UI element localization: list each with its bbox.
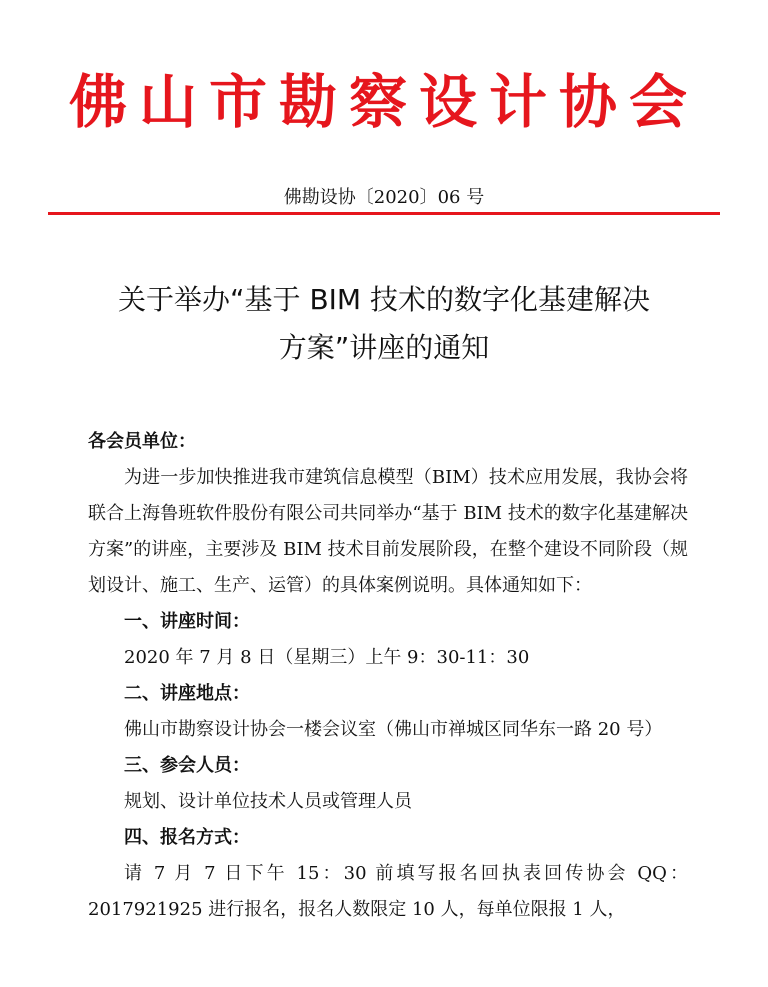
section-content-attendees: 规划、设计单位技术人员或管理人员 xyxy=(124,791,412,812)
notice-title-line-1: 关于举办“基于 BIM 技术的数字化基建解决 xyxy=(118,283,650,316)
letterhead-divider xyxy=(48,212,720,215)
addressee: 各会员单位： xyxy=(88,431,196,452)
section-content-location: 佛山市勘察设计协会一楼会议室（佛山市禅城区同华东一路 20 号） xyxy=(124,719,663,740)
notice-body xyxy=(88,424,688,928)
organization-letterhead: 佛山市勘察设计协会 xyxy=(68,68,699,136)
section-heading-time: 一、讲座时间： xyxy=(124,611,250,632)
notice-title-line-2: 方案”讲座的通知 xyxy=(278,331,490,364)
section-content-time: 2020 年 7 月 8 日（星期三）上午 9：30-11：30 xyxy=(124,647,530,668)
section-heading-registration: 四、报名方式： xyxy=(124,827,250,848)
section-heading-location: 二、讲座地点： xyxy=(124,683,250,704)
notice-title xyxy=(60,276,708,372)
intro-paragraph: 为进一步加快推进我市建筑信息模型（BIM）技术应用发展，我协会将联合上海鲁班软件股份有限公司共同举办“基于 BIM 技术的数字化基建解决方案”的讲座，主要涉及 BIM 技术目前发展阶段，在整个建设不同阶段（规划设计、施工、生产、运管）的具体案例说明。具体通知如下： xyxy=(88,467,688,596)
section-content-registration: 请 7 月 7 日下午 15：30 前填写报名回执表回传协会 QQ：2017921925 进行报名，报名人数限定 10 人，每单位限报 1 人， xyxy=(88,863,688,920)
document-number: 佛勘设协〔2020〕06 号 xyxy=(283,187,485,208)
section-heading-attendees: 三、参会人员： xyxy=(124,755,250,776)
